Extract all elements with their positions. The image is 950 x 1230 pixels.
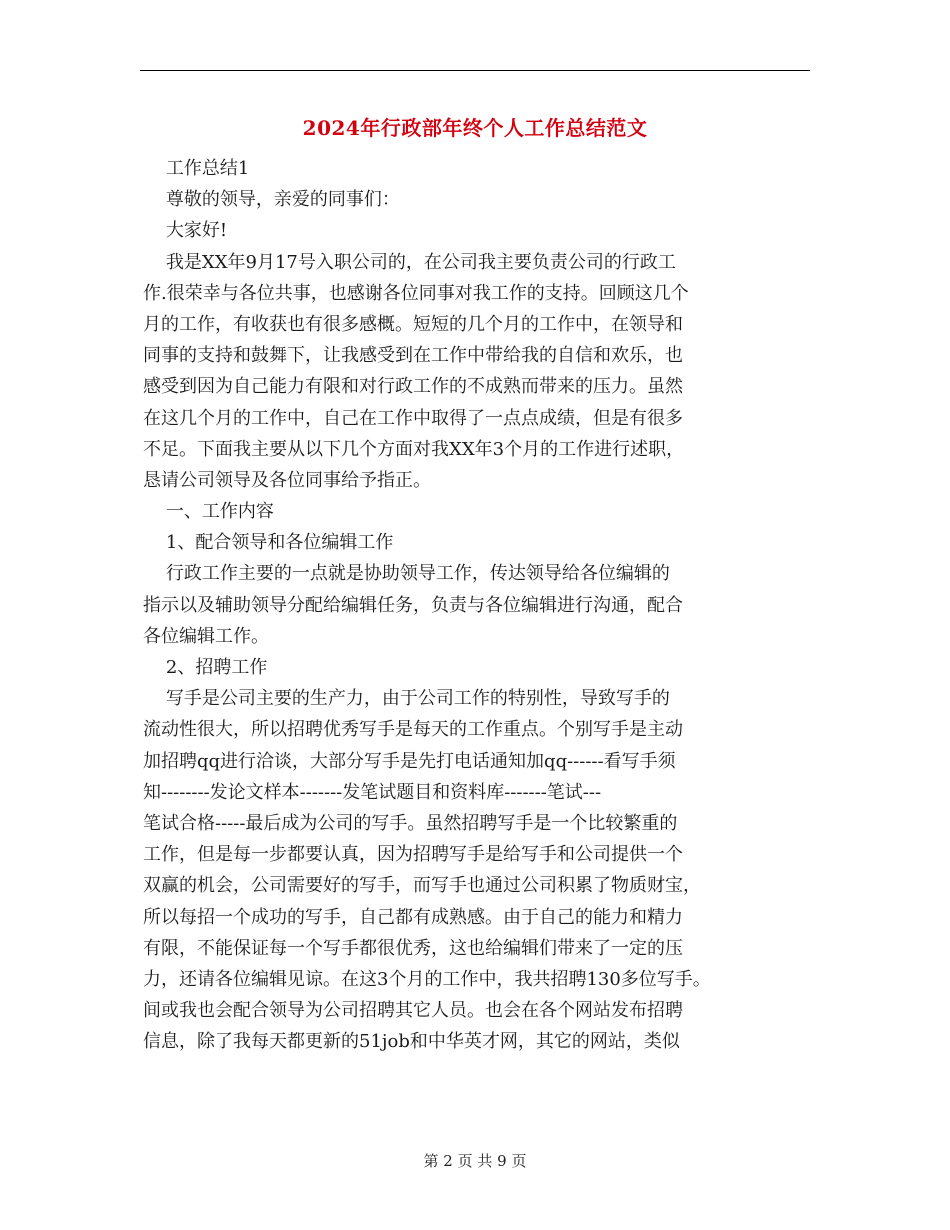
body-line: 作.很荣幸与各位共事，也感谢各位同事对我工作的支持。回顾这几个 xyxy=(143,282,689,304)
body-line: 所以每招一个成功的写手，自己都有成熟感。由于自己的能力和精力 xyxy=(143,906,683,928)
body-line: 笔试合格-----最后成为公司的写手。虽然招聘写手是一个比较繁重的 xyxy=(143,812,678,834)
body-line: 知--------发论文样本-------发笔试题目和资料库-------笔试--- xyxy=(143,781,602,803)
body-line: 一、工作内容 xyxy=(143,501,274,523)
body-line: 2、招聘工作 xyxy=(143,657,268,678)
body-line: 信息，除了我每天都更新的51job和中华英才网，其它的网站，类似 xyxy=(143,1031,680,1053)
body-line: 1、配合领导和各位编辑工作 xyxy=(143,532,394,554)
page-footer: 第 2 页 共 9 页 xyxy=(423,1152,527,1170)
body-line: 尊敬的领导，亲爱的同事们： xyxy=(143,189,400,211)
body-line: 同事的支持和鼓舞下，让我感受到在工作中带给我的自信和欢乐，也 xyxy=(143,345,683,367)
body-line: 加招聘qq进行洽谈，大部分写手是先打电话通知加qq------看写手须 xyxy=(143,750,676,772)
body-line: 指示以及辅助领导分配给编辑任务，负责与各位编辑进行沟通，配合 xyxy=(143,594,683,616)
body-line: 恳请公司领导及各位同事给予指正。 xyxy=(143,469,431,491)
body-line: 在这几个月的工作中，自己在工作中取得了一点点成绩，但是有很多 xyxy=(143,407,683,429)
document-title: 2024年行政部年终个人工作总结范文 xyxy=(302,116,648,140)
body-line: 行政工作主要的一点就是协助领导工作，传达领导给各位编辑的 xyxy=(143,563,670,585)
body-line: 工作，但是每一步都要认真，因为招聘写手是给写手和公司提供一个 xyxy=(143,844,683,866)
body-line: 我是XX年9月17号入职公司的，在公司我主要负责公司的行政工 xyxy=(143,251,676,273)
body-line: 工作总结1 xyxy=(143,158,250,179)
body-line: 力，还请各位编辑见谅。在这3个月的工作中，我共招聘130多位写手。 xyxy=(143,968,711,990)
document-body xyxy=(143,153,823,1057)
body-line: 不足。下面我主要从以下几个方面对我XX年3个月的工作进行述职， xyxy=(143,438,685,460)
body-line: 大家好! xyxy=(143,220,228,242)
body-line: 月的工作，有收获也有很多感概。短短的几个月的工作中，在领导和 xyxy=(143,313,683,335)
body-line: 写手是公司主要的生产力，由于公司工作的特别性，导致写手的 xyxy=(143,688,670,710)
body-line: 有限，不能保证每一个写手都很优秀，这也给编辑们带来了一定的压 xyxy=(143,937,683,959)
body-line: 流动性很大，所以招聘优秀写手是每天的工作重点。个别写手是主动 xyxy=(143,719,683,741)
body-line: 间或我也会配合领导为公司招聘其它人员。也会在各个网站发布招聘 xyxy=(143,1000,683,1022)
body-line: 双赢的机会，公司需要好的写手，而写手也通过公司积累了物质财宝， xyxy=(143,875,701,897)
body-line: 感受到因为自己能力有限和对行政工作的不成熟而带来的压力。虽然 xyxy=(143,376,683,398)
header-rule xyxy=(140,70,810,71)
body-line: 各位编辑工作。 xyxy=(143,625,269,647)
